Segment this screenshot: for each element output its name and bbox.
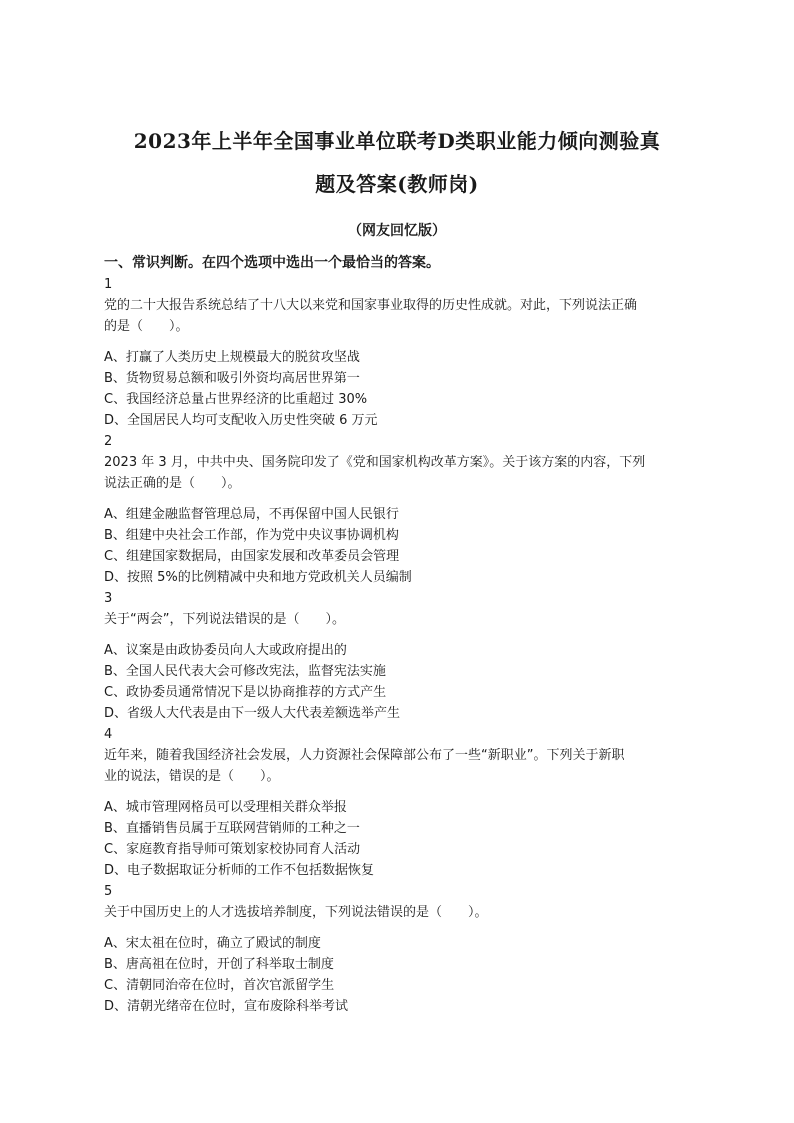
option-a: A、城市管理网格员可以受理相关群众举报 [104,800,347,815]
question-number: 4 [104,727,113,742]
option-b: B、直播销售员属于互联网营销师的工种之一 [104,821,360,836]
option-c: C、家庭教育指导师可策划家校协同育人活动 [104,842,361,857]
question-1 [104,274,694,431]
question-text-line: 关于中国历史上的人才选拔培养制度，下列说法错误的是（ ）。 [104,905,488,920]
option-b: B、组建中央社会工作部，作为党中央议事协调机构 [104,528,399,543]
option-d: D、按照 5%的比例精减中央和地方党政机关人员编制 [104,570,412,585]
question-number: 2 [104,434,113,449]
option-b: B、全国人民代表大会可修改宪法，监督宪法实施 [104,664,386,679]
document-title-line-1: 2023年上半年全国事业单位联考D类职业能力倾向测验真 [133,129,661,153]
document-title-line-2: 题及答案(教师岗) [315,172,479,196]
option-b: B、唐高祖在位时，开创了科举取士制度 [104,957,334,972]
section-heading: 一、常识判断。在四个选项中选出一个最恰当的答案。 [104,255,440,271]
option-d: D、全国居民人均可支配收入历史性突破 6 万元 [104,413,378,428]
question-text-line: 说法正确的是（ ）。 [104,476,241,491]
option-d: D、省级人大代表是由下一级人大代表差额选举产生 [104,706,401,721]
option-d: D、电子数据取证分析师的工作不包括数据恢复 [104,863,375,878]
question-text-line: 党的二十大报告系统总结了十八大以来党和国家事业取得的历史性成就。对此，下列说法正确 [104,298,638,313]
question-text-line: 的是（ ）。 [104,319,189,334]
option-c: C、清朝同治帝在位时，首次官派留学生 [104,978,335,993]
question-text-line: 2023 年 3 月，中共中央、国务院印发了《党和国家机构改革方案》。关于该方案的内容，下列 [104,455,646,470]
question-number: 3 [104,591,113,606]
option-a: A、组建金融监督管理总局，不再保留中国人民银行 [104,507,399,522]
question-4 [104,724,694,881]
option-list [104,504,694,588]
option-c: C、政协委员通常情况下是以协商推荐的方式产生 [104,685,387,700]
question-2 [104,431,694,588]
option-c: C、组建国家数据局，由国家发展和改革委员会管理 [104,549,400,564]
question-3 [104,588,694,724]
document-subtitle: （网友回忆版） [348,223,446,239]
option-b: B、货物贸易总额和吸引外资均高居世界第一 [104,371,360,386]
question-text-line: 关于“两会”，下列说法错误的是（ ）。 [104,612,345,627]
option-c: C、我国经济总量占世界经济的比重超过 30% [104,392,368,407]
question-text-line: 业的说法，错误的是（ ）。 [104,769,280,784]
option-d: D、清朝光绪帝在位时，宣布废除科举考试 [104,999,349,1014]
question-number: 1 [104,277,113,292]
question-list [104,274,694,1017]
question-text-line: 近年来，随着我国经济社会发展，人力资源社会保障部公布了一些“新职业”。下列关于新职 [104,748,625,763]
question-number: 5 [104,884,113,899]
option-a: A、打赢了人类历史上规模最大的脱贫攻坚战 [104,350,360,365]
option-list [104,797,694,881]
question-5 [104,881,694,1017]
option-list [104,347,694,431]
option-a: A、议案是由政协委员向人大或政府提出的 [104,643,347,658]
option-list [104,933,694,1017]
option-list [104,640,694,724]
option-a: A、宋太祖在位时，确立了殿试的制度 [104,936,321,951]
